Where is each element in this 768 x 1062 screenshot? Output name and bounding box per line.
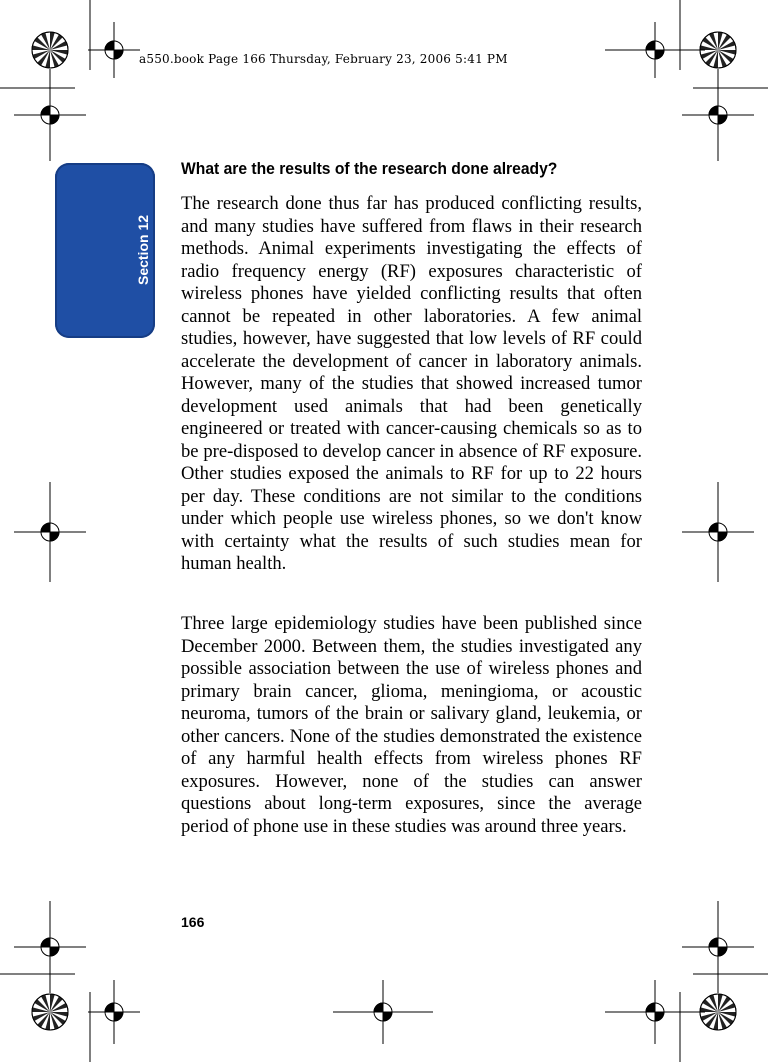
section-heading: What are the results of the research done already? [181, 159, 558, 178]
print-file-info: a550.book Page 166 Thursday, February 23, 2006 5:41 PM [139, 52, 508, 66]
body-paragraph-2: Three large epidemiology studies have been published since December 2000. Between them, the studies investigated any possible association between the use of wireless phones and primary brain cancer, glioma, meningioma, or acoustic neuroma, tumors of the brain or salivary gland, leukemia, or other cancers. None of the studies demonstrated the existence of any harmful health effects from wireless phones RF exposures. However, none of the studies can answer questions about long-term exposures, since the average period of phone use in these studies was around three years. [181, 613, 642, 837]
body-paragraph-1: The research done thus far has produced conflicting results, and many studies have suffered from flaws in their research methods. Animal experiments investigating the effects of radio frequency energy (RF) exposures characteristic of wireless phones have yielded conflicting results that often cannot be repeated in other laboratories. A few animal studies, however, have suggested that low levels of RF could accelerate the development of cancer in laboratory animals. However, many of the studies that showed increased tumor development used animals that had been genetically engineered or treated with cancer-causing chemicals so as to be pre-disposed to develop cancer in absence of RF exposure. Other studies exposed the animals to RF for up to 22 hours per day. These conditions are not similar to the conditions under which people use wireless phones, so we don't know with certainty what the results of such studies mean for human health. [181, 193, 642, 574]
page-number: 166 [181, 914, 205, 930]
section-tab-label: Section 12 [135, 214, 151, 286]
